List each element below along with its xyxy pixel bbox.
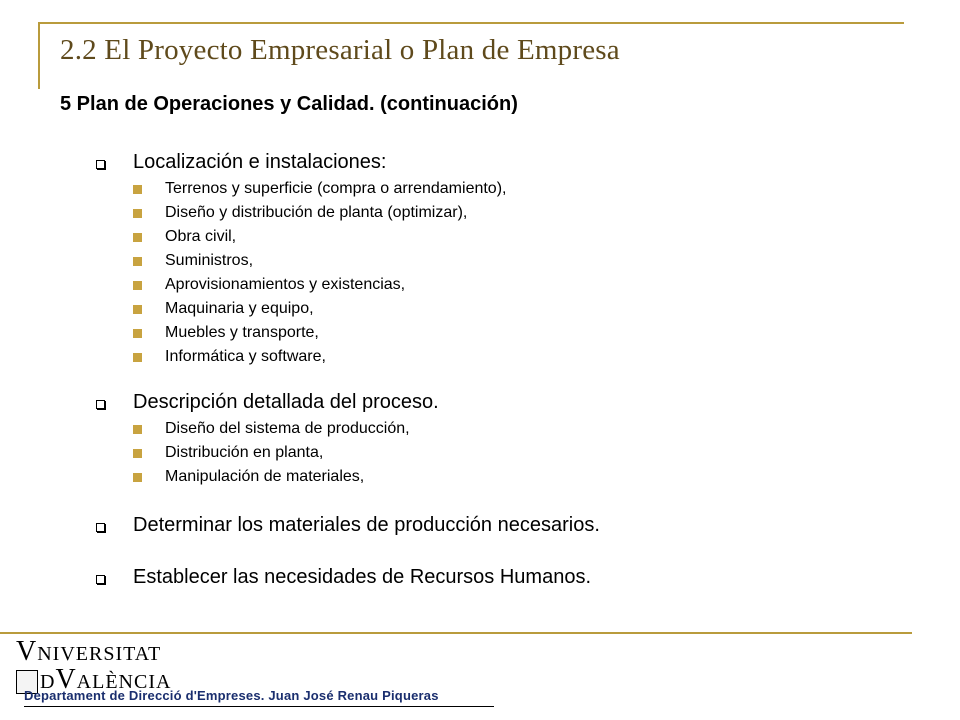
sub-bullet-text: Informática y software, [165,348,326,365]
department-label: Departament de Direcció d'Empreses. Juan José Renau Piqueras [24,688,439,703]
sub-bullet-text: Terrenos y superficie (compra o arrendamiento), [165,180,507,197]
bullet-item [92,150,912,174]
sub-bullet-item [132,225,912,249]
frame-top-line [38,22,904,24]
bullet-item [92,565,912,589]
department-underline [24,706,494,707]
sub-bullet-text: Distribución en planta, [165,444,324,461]
sub-bullet-list [132,177,912,369]
square-bullet-icon [133,449,142,458]
logo-text-line2: dValència [40,664,172,695]
sub-bullet-item [132,201,912,225]
sub-bullet-item [132,297,912,321]
hollow-square-bullet-icon [96,160,105,169]
sub-bullet-text: Aprovisionamientos y existencias, [165,276,406,293]
hollow-square-bullet-icon [96,575,105,584]
square-bullet-icon [133,329,142,338]
sub-bullet-list [132,417,912,489]
square-bullet-icon [133,473,142,482]
sub-bullet-text: Diseño del sistema de producción, [165,420,410,437]
sub-bullet-item [132,321,912,345]
bullet-text: Descripción detallada del proceso. [133,391,439,413]
sub-bullet-text: Manipulación de materiales, [165,468,365,485]
section-descripcion [92,390,912,489]
square-bullet-icon [133,257,142,266]
bullet-text: Establecer las necesidades de Recursos Humanos. [133,566,592,588]
sub-bullet-text: Maquinaria y equipo, [165,300,314,317]
bullet-text: Determinar los materiales de producción necesarios. [133,514,600,536]
logo-text-line1: Vniversitat [16,636,162,667]
square-bullet-icon [133,353,142,362]
section-localizacion [92,150,912,369]
sub-bullet-text: Muebles y transporte, [165,324,319,341]
section-materiales [92,513,912,537]
sub-bullet-item [132,177,912,201]
bullet-item [92,513,912,537]
hollow-square-bullet-icon [96,523,105,532]
slide-content [92,150,912,589]
section-recursos-humanos [92,565,912,589]
university-logo [14,636,494,714]
sub-bullet-item [132,417,912,441]
square-bullet-icon [133,209,142,218]
hollow-square-bullet-icon [96,400,105,409]
frame-vertical-line [38,22,40,89]
sub-bullet-text: Diseño y distribución de planta (optimizar), [165,204,468,221]
square-bullet-icon [133,425,142,434]
square-bullet-icon [133,281,142,290]
square-bullet-icon [133,185,142,194]
footer-divider-line [0,632,912,634]
sub-bullet-item [132,249,912,273]
square-bullet-icon [133,233,142,242]
sub-bullet-item [132,345,912,369]
sub-bullet-item [132,273,912,297]
bullet-item [92,390,912,414]
slide-subtitle: 5 Plan de Operaciones y Calidad. (continuación) [60,93,518,115]
bullet-text: Localización e instalaciones: [133,151,387,173]
square-bullet-icon [133,305,142,314]
sub-bullet-item [132,465,912,489]
slide-title: 2.2 El Proyecto Empresarial o Plan de Empresa [60,34,620,66]
sub-bullet-item [132,441,912,465]
sub-bullet-text: Suministros, [165,252,254,269]
sub-bullet-text: Obra civil, [165,228,237,245]
